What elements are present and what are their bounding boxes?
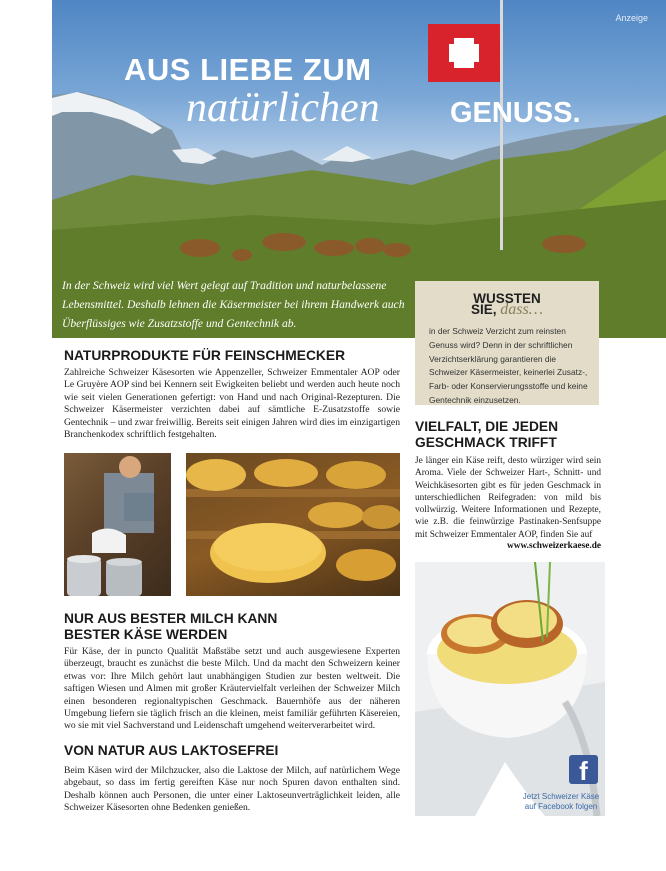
facebook-follow-text[interactable] bbox=[509, 792, 613, 812]
cheesemaker-milk-photo bbox=[64, 453, 171, 596]
box-title-sie: SIE, bbox=[471, 302, 497, 317]
hero-title-line1: AUS LIEBE ZUM bbox=[124, 52, 372, 87]
hero-title-italic: natürlichen bbox=[186, 85, 380, 131]
section-heading-naturprodukte: NATURPRODUKTE FÜR FEINSCHMECKER bbox=[64, 348, 346, 363]
heading-line2: BESTER KÄSE WERDEN bbox=[64, 627, 228, 642]
box-title-line1: WUSSTEN bbox=[473, 291, 541, 306]
heading-line2: GESCHMACK TRIFFT bbox=[415, 435, 557, 450]
box-title-italic: dass… bbox=[500, 301, 543, 318]
facebook-text-line2: auf Facebook folgen bbox=[524, 802, 598, 811]
box-title-line2 bbox=[415, 301, 599, 319]
cheese-cellar-photo bbox=[186, 453, 400, 596]
section-heading-milch bbox=[64, 611, 277, 643]
section-body-milch: Für Käse, der in puncto Qualität Maßstäbe setzt und auch ausgewiesene Experten überzeugt, braucht es zunächst die beste Milch. Und da macht den Schweizern keiner etwas vor: Ihre Milch gehört laut unabhängigen Studien zur besten weltweit. Die saftigen Wiesen und Almen mit großer Kräutervielfalt verleihen der Schweizer Milch einen besonderen regionaltypischen Geschmack. Bauernhöfe aus der näheren Umgebung liefern sie täglich frisch an die kleinen, meist familiär geführten Käsereien, wo sie mit viel Sachverstand und Leidenschaft umgehend weiterverarbeitet wird. bbox=[64, 646, 400, 732]
box-body: in der Schweiz Verzicht zum reinsten Genuss wird? Denn in der schriftlichen Verzichtserklärung garantieren die Schweizer Käsermeister, keinerlei Zusatz-, Farb- oder Konservierungsstoffe und keine Gentechnik einzusetzen. bbox=[429, 326, 588, 405]
swiss-flag bbox=[428, 24, 500, 82]
hero-title-end: GENUSS. bbox=[450, 97, 581, 129]
section-body-laktosefrei: Beim Käsen wird der Milchzucker, also die Laktose der Milch, auf natürlichem Wege abgebaut, so dass im fertig gereiften Käse nur noch Spuren davon enthalten sind. Deshalb können auch Personen, die unter einer Laktoseunverträglichkeit leiden, alle Schweizer Käsesorten ohne Bedenken genießen. bbox=[64, 765, 400, 814]
facebook-icon[interactable]: f bbox=[569, 755, 598, 784]
heading-line1: VIELFALT, DIE JEDEN bbox=[415, 419, 559, 434]
heading-line1: NUR AUS BESTER MILCH KANN bbox=[64, 611, 278, 626]
hero-caption: In der Schweiz wird viel Wert gelegt auf Tradition und naturbelassene Lebensmittel. Deshalb lehnen die Käsermeister bei ihrem Handwerk auch Überflüssiges wie Zusatzstoffe und Gentechnik ab. bbox=[62, 279, 405, 330]
did-you-know-box bbox=[415, 281, 599, 405]
ad-label: Anzeige bbox=[615, 13, 648, 23]
section-heading-vielfalt bbox=[415, 419, 558, 451]
facebook-text-line1: Jetzt Schweizer Käse bbox=[522, 792, 600, 801]
section-body-naturprodukte: Zahlreiche Schweizer Käsesorten wie Appenzeller, Schweizer Emmentaler AOP oder Le Gruyère AOP sind bei Kennern seit Ewigkeiten beliebt und werden auch heute noch wie seit vielen Generationen gefertigt: von Hand und nach Original-Rezepturen. Die Schweizer Käsermeister verzichten dabei auf sämtliche E-Zusatzstoffe sowie Gentechnik – und zwar freiwillig. Bereits seit einigen Jahren wird dies im einzigartigen Branchenkodex schriftlich festgehalten. bbox=[64, 367, 400, 441]
section-heading-laktosefrei: VON NATUR AUS LAKTOSEFREI bbox=[64, 743, 279, 758]
section-body-vielfalt: Je länger ein Käse reift, desto würziger wird sein Aroma. Viele der Schweizer Hart-, Schnitt- und Weichkäsesorten gibt es für jeden Geschmack in unterschiedlichen Reifegraden: von mild bis vollwürzig. Weitere Informationen und Rezepte, wie z.B. die feinwürzige Pastinaken-Senfsuppe mit Schweizer Emmentaler AOP, finden Sie auf bbox=[415, 456, 601, 540]
website-link[interactable]: www.schweizerkaese.de bbox=[507, 541, 601, 551]
